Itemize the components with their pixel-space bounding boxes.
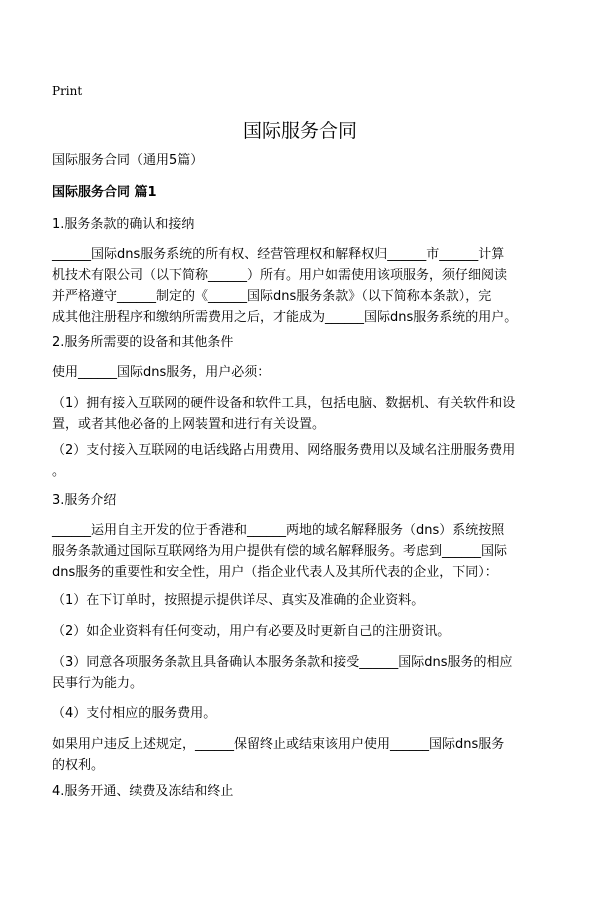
text-line: （3）同意各项服务条款且具备确认本服务条款和接受______国际dns服务的相应 [52,655,513,670]
clause-4-heading: 4.服务开通、续费及冻结和终止 [52,784,234,799]
clause-3-closing-paragraph [52,734,552,776]
text-line: 成其他注册程序和缴纳所需费用之后，才能成为______国际dns服务系统的用户。 [52,310,518,325]
text-line: 民事行为能力。 [52,676,144,691]
text-line: 。 [52,464,66,479]
text-line: 的权利。 [52,758,105,773]
clause-3-item-4: （4）支付相应的服务费用。 [52,706,217,721]
clause-3-item-2: （2）如企业资料有任何变动，用户有必要及时更新自己的注册资讯。 [52,624,451,639]
clause-2-intro: 使用______国际dns服务，用户必须： [52,365,271,380]
clause-2-heading: 2.服务所需要的设备和其他条件 [52,335,234,350]
section-heading: 国际服务合同 篇1 [52,185,157,200]
text-line: dns服务的重要性和安全性，用户（指企业代表人及其所代表的企业，下同）： [52,565,498,580]
text-line: 如果用户违反上述规定，______保留终止或结束该用户使用______国际dns服务 [52,737,505,752]
text-line: （1）拥有接入互联网的硬件设备和软件工具，包括电脑、数据机、有关软件和设 [52,396,516,411]
clause-3-item-3 [52,652,552,694]
text-line: 并严格遵守______制定的《______国际dns服务条款》（以下简称本条款），完 [52,289,492,304]
text-line: ______国际dns服务系统的所有权、经营管理权和解释权归______市______计算 [52,247,505,262]
page-title: 国际服务合同 [242,120,357,142]
document-subtitle: 国际服务合同（通用5篇） [52,153,204,168]
print-label[interactable]: Print [52,84,83,98]
clause-1-paragraph [52,244,552,328]
clause-2-item-1 [52,393,552,435]
text-line: 服务条款通过国际互联网络为用户提供有偿的域名解释服务。考虑到______国际 [52,544,508,559]
text-line: 置，或者其他必备的上网装置和进行有关设置。 [52,417,326,432]
clause-1-heading: 1.服务条款的确认和接纳 [52,217,195,232]
text-line: （2）支付接入互联网的电话线路占用费用、网络服务费用以及域名注册服务费用 [52,443,516,458]
clause-3-heading: 3.服务介绍 [52,493,117,508]
text-line: 机技术有限公司（以下简称______）所有。用户如需使用该项服务，须仔细阅读 [52,268,508,283]
text-line: ______运用自主开发的位于香港和______两地的域名解释服务（dns）系统按照 [52,523,505,538]
clause-2-item-2 [52,440,552,482]
clause-3-paragraph [52,520,552,583]
clause-3-item-1: （1）在下订单时，按照提示提供详尽、真实及准确的企业资料。 [52,593,425,608]
